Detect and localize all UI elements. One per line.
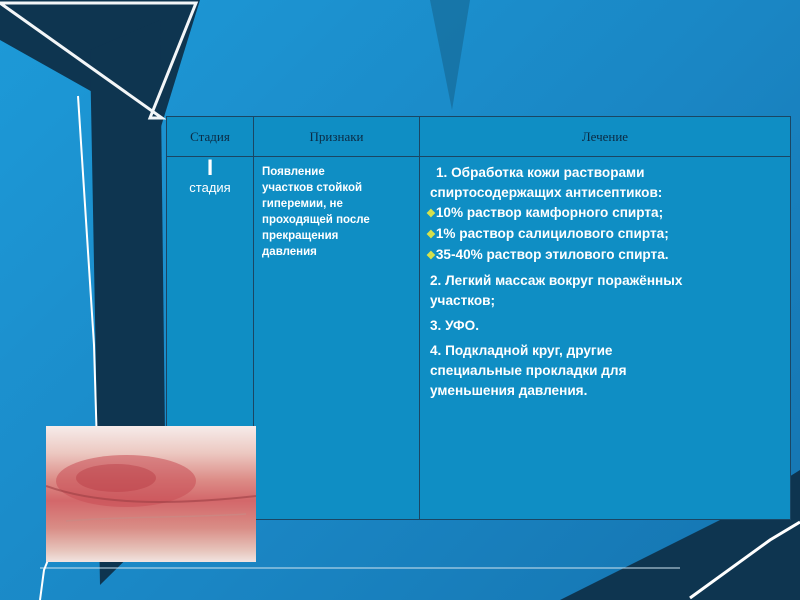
treatment-bullet: ❖10% раствор камфорного спирта;	[426, 205, 664, 220]
treatment-line: уменьшения давления.	[430, 383, 588, 398]
signs-line: гиперемии, не	[262, 198, 343, 210]
skin-hyperemia-photo	[46, 426, 256, 562]
header-stage: Стадия	[167, 117, 254, 157]
treatment-line: 1. Обработка кожи растворами	[436, 165, 645, 180]
stage-number: I	[206, 155, 214, 180]
decor-white-curve-left	[40, 560, 48, 600]
treatment-cell	[420, 157, 791, 520]
stage-word: стадия	[189, 180, 231, 195]
header-signs: Признаки	[254, 117, 420, 157]
treatment-line: спиртосодержащих антисептиков:	[430, 185, 663, 200]
signs-line: давления	[262, 246, 317, 258]
treatment-line: 2. Легкий массаж вокруг поражённых	[430, 273, 683, 288]
signs-line: прекращения	[262, 230, 339, 242]
bullet-icon: ❖	[426, 229, 436, 241]
treatment-bullet: ❖1% раствор салицилового спирта;	[426, 226, 669, 241]
photo-detail	[46, 426, 256, 562]
signs-line: участков стойкой	[262, 182, 363, 194]
signs-line: проходящей после	[262, 214, 370, 226]
bullet-icon: ❖	[426, 208, 436, 220]
table-row	[167, 157, 791, 520]
treatment-bullet: ❖35-40% раствор этилового спирта.	[426, 247, 669, 262]
treatment-line: 4. Подкладной круг, другие	[430, 343, 613, 358]
stages-table	[166, 116, 791, 520]
decor-dark-wedge-top	[430, 0, 470, 110]
treatment-line: участков;	[430, 293, 496, 308]
treatment-line: специальные прокладки для	[430, 363, 627, 378]
signs-line: Появление	[262, 166, 325, 178]
treatment-line: 3. УФО.	[430, 318, 480, 333]
signs-cell	[254, 157, 420, 520]
header-treatment: Лечение	[420, 117, 791, 157]
bullet-icon: ❖	[426, 250, 436, 262]
